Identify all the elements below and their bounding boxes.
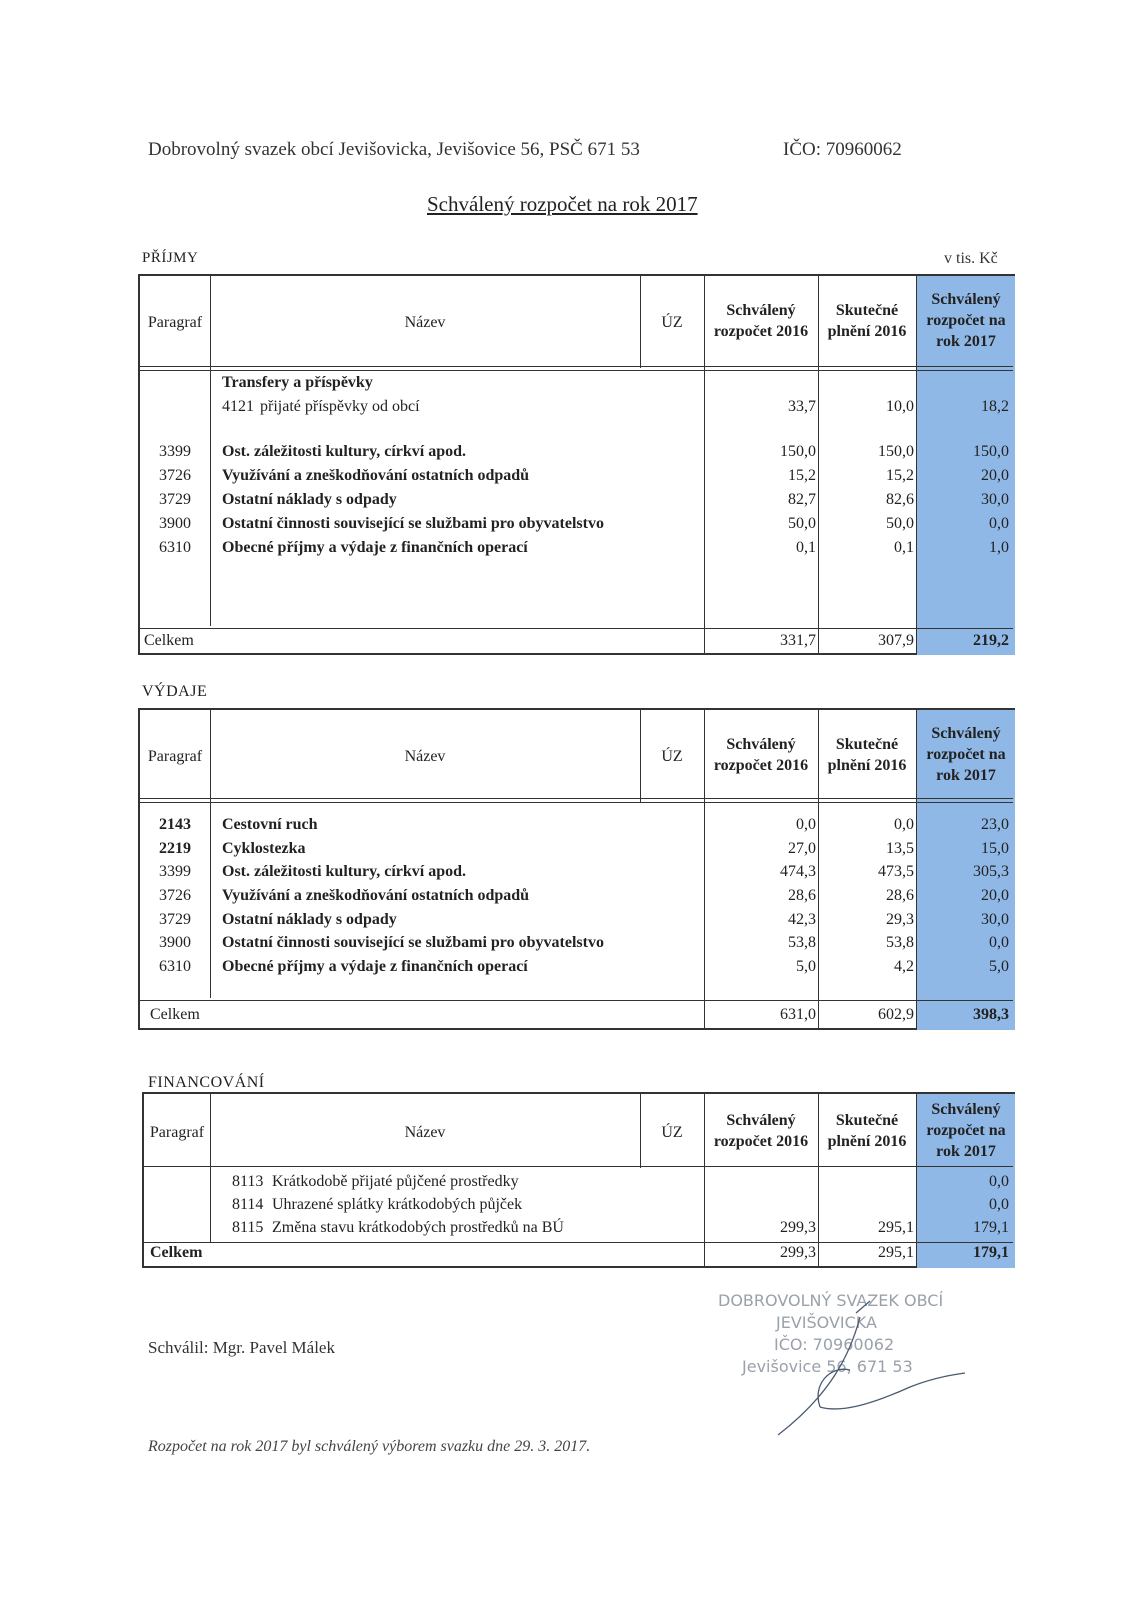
table-row: 2143 Cestovní ruch 0,0 0,0 23,0 bbox=[159, 816, 1009, 833]
table-row: 3729 Ostatní náklady s odpady 82,7 82,6 30,0 bbox=[159, 491, 1009, 508]
col-header-actual-2016: Skutečné plnění 2016 bbox=[827, 736, 907, 774]
col-header-approved-2016: Schválený rozpočet 2016 bbox=[713, 736, 809, 774]
header-separator bbox=[140, 798, 1013, 803]
table-row: 6310 Obecné příjmy a výdaje z finančních operací 0,1 0,1 1,0 bbox=[159, 539, 1009, 556]
section-heading-prijmy: PŘÍJMY bbox=[142, 250, 199, 266]
col-header-paragraf: Paragraf bbox=[147, 748, 203, 765]
table-row: 8114 Uhrazené splátky krátkodobých půjček 0,0 bbox=[232, 1196, 1009, 1213]
transfers-heading-row: Transfery a příspěvky bbox=[222, 374, 373, 391]
total-row: Celkem 331,7 307,9 219,2 bbox=[144, 632, 1009, 649]
header-separator bbox=[140, 366, 1013, 371]
vydaje-table bbox=[138, 708, 1015, 1030]
section-heading-vydaje: VÝDAJE bbox=[142, 683, 208, 700]
total-separator bbox=[140, 628, 1013, 629]
approval-note: Rozpočet na rok 2017 byl schválený výborem svazku dne 29. 3. 2017. bbox=[148, 1438, 591, 1455]
col-header-uz: ÚZ bbox=[661, 314, 683, 331]
total-separator bbox=[140, 1000, 1013, 1001]
col-header-paragraf: Paragraf bbox=[147, 314, 203, 331]
table-row: 3900 Ostatní činnosti související se službami pro obyvatelstvo 53,8 53,8 0,0 bbox=[159, 934, 1009, 951]
organization-header: Dobrovolný svazek obcí Jevišovicka, Jevišovice 56, PSČ 671 53 bbox=[148, 139, 640, 160]
approved-by: Schválil: Mgr. Pavel Málek bbox=[148, 1338, 335, 1357]
col-header-approved-2017: Schválený rozpočet na rok 2017 bbox=[926, 725, 1006, 784]
col-header-approved-2016: Schválený rozpočet 2016 bbox=[713, 302, 809, 340]
col-header-nazev: Název bbox=[404, 314, 446, 331]
table-row: 3399 Ost. záležitosti kultury, církví apod. 150,0 150,0 150,0 bbox=[159, 443, 1009, 460]
document-title: Schválený rozpočet na rok 2017 bbox=[427, 192, 698, 216]
table-row: 3900 Ostatní činnosti související se službami pro obyvatelstvo 50,0 50,0 0,0 bbox=[159, 515, 1009, 532]
col-header-approved-2017: Schválený rozpočet na rok 2017 bbox=[926, 291, 1006, 350]
col-header-uz: ÚZ bbox=[661, 1124, 683, 1141]
section-heading-financovani: FINANCOVÁNÍ bbox=[148, 1074, 265, 1091]
table-row: 8115 Změna stavu krátkodobých prostředků na BÚ 299,3 295,1 179,1 bbox=[232, 1219, 1009, 1236]
col-header-approved-2017: Schválený rozpočet na rok 2017 bbox=[926, 1101, 1006, 1160]
table-row: 8113 Krátkodobě přijaté půjčené prostředky 0,0 bbox=[232, 1173, 1009, 1190]
table-row: 3726 Využívání a zneškodňování ostatních odpadů 15,2 15,2 20,0 bbox=[159, 467, 1009, 484]
header-separator bbox=[144, 1166, 1013, 1167]
col-header-actual-2016: Skutečné plnění 2016 bbox=[827, 302, 907, 340]
ico-number: IČO: 70960062 bbox=[783, 139, 902, 160]
col-header-uz: ÚZ bbox=[661, 748, 683, 765]
table-row: 4121 přijaté příspěvky od obcí 33,7 10,0 18,2 bbox=[222, 398, 1009, 415]
table-row: 3726 Využívání a zneškodňování ostatních odpadů 28,6 28,6 20,0 bbox=[159, 887, 1009, 904]
total-row: Celkem 299,3 295,1 179,1 bbox=[150, 1244, 1009, 1261]
col-header-nazev: Název bbox=[404, 748, 446, 765]
table-row: 6310 Obecné příjmy a výdaje z finančních operací 5,0 4,2 5,0 bbox=[159, 958, 1009, 975]
col-header-paragraf: Paragraf bbox=[149, 1124, 205, 1141]
signature bbox=[760, 1295, 980, 1455]
signature-stroke bbox=[778, 1301, 965, 1435]
col-header-actual-2016: Skutečné plnění 2016 bbox=[827, 1112, 907, 1150]
col-header-nazev: Název bbox=[404, 1124, 446, 1141]
units-label: v tis. Kč bbox=[944, 250, 998, 267]
prijmy-table bbox=[138, 274, 1015, 655]
table-row: 3399 Ost. záležitosti kultury, církví apod. 474,3 473,5 305,3 bbox=[159, 863, 1009, 880]
table-row: 3729 Ostatní náklady s odpady 42,3 29,3 30,0 bbox=[159, 911, 1009, 928]
col-header-approved-2016: Schválený rozpočet 2016 bbox=[713, 1112, 809, 1150]
organization-stamp: DOBROVOLNÝ SVAZEK OBCÍ JEVIŠOVICKA IČO: 70960062 Jevišovice 56, 671 53 bbox=[718, 1291, 944, 1376]
total-row: Celkem 631,0 602,9 398,3 bbox=[150, 1006, 1009, 1023]
table-row: 2219 Cyklostezka 27,0 13,5 15,0 bbox=[159, 840, 1009, 857]
financovani-table bbox=[142, 1092, 1015, 1268]
